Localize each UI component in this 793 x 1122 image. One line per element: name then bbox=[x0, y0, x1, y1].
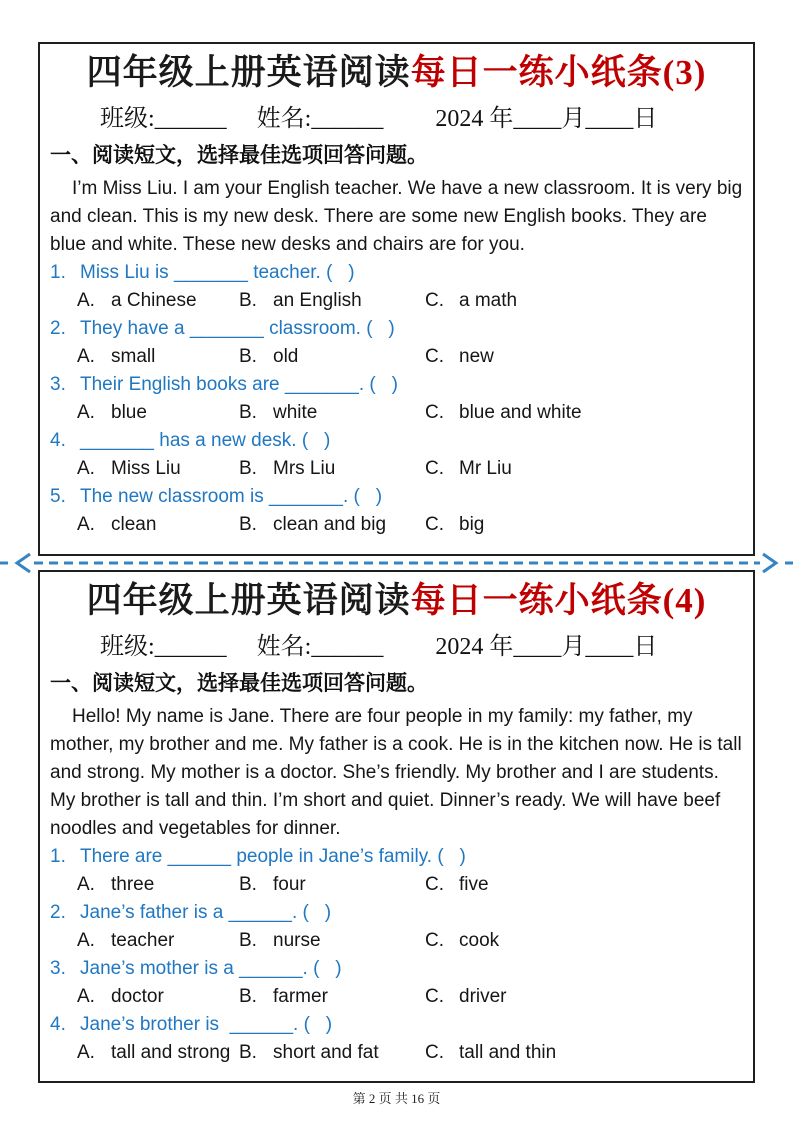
question-number: 2. bbox=[50, 902, 66, 923]
question-number: 4. bbox=[50, 430, 66, 451]
question-3 bbox=[50, 955, 743, 1011]
title-black-part: 四年级上册英语阅读 bbox=[86, 581, 411, 620]
section-heading: 一、阅读短文，选择最佳选项回答问题。 bbox=[50, 143, 428, 167]
question-number: 2. bbox=[50, 318, 66, 339]
option-b: B. clean and big bbox=[239, 514, 387, 535]
day-label: 日 bbox=[633, 634, 658, 660]
header-fields bbox=[50, 102, 743, 136]
option-a: A. a Chinese bbox=[77, 290, 197, 311]
option-a: A. small bbox=[77, 346, 156, 367]
question-number: 3. bbox=[50, 374, 66, 395]
question-prompt: 3. Their English books are _______. ( ) bbox=[50, 371, 743, 399]
name-blank: ______ bbox=[311, 106, 384, 132]
option-b: B. short and fat bbox=[239, 1042, 379, 1063]
worksheet-3 bbox=[38, 42, 755, 556]
scissors-arrow-left-icon bbox=[17, 554, 30, 572]
page-title bbox=[50, 49, 743, 97]
option-c: C. Mr Liu bbox=[425, 458, 512, 479]
question-1 bbox=[50, 843, 743, 899]
question-number: 3. bbox=[50, 958, 66, 979]
option-c: C. cook bbox=[425, 930, 500, 951]
option-a: A. Miss Liu bbox=[77, 458, 181, 479]
page-number-footer: 第 2 页 共 16 页 bbox=[352, 1091, 441, 1106]
option-b: B. an English bbox=[239, 290, 362, 311]
question-prompt: 5. The new classroom is _______. ( ) bbox=[50, 483, 743, 511]
question-3 bbox=[50, 371, 743, 427]
month-blank: ____ bbox=[513, 634, 562, 660]
question-options bbox=[50, 511, 743, 539]
question-4 bbox=[50, 427, 743, 483]
option-c: C. big bbox=[425, 514, 485, 535]
option-c: C. blue and white bbox=[425, 402, 582, 423]
scissors-arrow-right-icon bbox=[763, 554, 776, 572]
title-red-part: 每日一练小纸条(4) bbox=[410, 581, 707, 620]
name-label: 姓名: bbox=[256, 634, 312, 660]
section-heading: 一、阅读短文，选择最佳选项回答问题。 bbox=[50, 671, 428, 695]
header-fields bbox=[50, 630, 743, 664]
worksheet-4 bbox=[38, 570, 755, 1083]
question-5 bbox=[50, 483, 743, 539]
option-a: A. tall and strong bbox=[77, 1042, 231, 1063]
title-black-part: 四年级上册英语阅读 bbox=[86, 53, 411, 92]
option-b: B. farmer bbox=[239, 986, 328, 1007]
month-label: 月 bbox=[561, 634, 586, 660]
class-blank: ______ bbox=[154, 634, 227, 660]
option-b: B. white bbox=[239, 402, 318, 423]
option-b: B. nurse bbox=[239, 930, 321, 951]
option-a: A. teacher bbox=[77, 930, 175, 951]
page-title bbox=[50, 577, 743, 625]
day-label: 日 bbox=[633, 106, 658, 132]
name-label: 姓名: bbox=[256, 106, 312, 132]
question-number: 1. bbox=[50, 262, 66, 283]
question-options bbox=[50, 287, 743, 315]
option-a: A. doctor bbox=[77, 986, 164, 1007]
question-prompt: 2. Jane’s father is a ______. ( ) bbox=[50, 899, 743, 927]
date-year: 2024 年 bbox=[435, 634, 514, 660]
question-prompt: 4. _______ has a new desk. ( ) bbox=[50, 427, 743, 455]
question-prompt: 3. Jane’s mother is a ______. ( ) bbox=[50, 955, 743, 983]
question-2 bbox=[50, 315, 743, 371]
option-c: C. driver bbox=[425, 986, 507, 1007]
question-prompt: 4. Jane’s brother is ______. ( ) bbox=[50, 1011, 743, 1039]
question-options bbox=[50, 343, 743, 371]
question-number: 5. bbox=[50, 486, 66, 507]
class-blank: ______ bbox=[154, 106, 227, 132]
option-b: B. old bbox=[239, 346, 299, 367]
month-label: 月 bbox=[561, 106, 586, 132]
class-label: 班级: bbox=[100, 634, 155, 660]
month-blank: ____ bbox=[513, 106, 562, 132]
option-c: C. a math bbox=[425, 290, 518, 311]
option-c: C. five bbox=[425, 874, 489, 895]
reading-passage: Hello! My name is Jane. There are four people in my family: my father, my mother, my brother and me. My father is a cook. He is in the kitchen now. He is tall and strong. My mother is a doctor. She’s friendly. My brother and I are students. My brother is tall and thin. I’m short and quiet. Dinner’s ready. We will have beef noodles and vegetables for dinner. bbox=[50, 706, 742, 839]
day-blank: ____ bbox=[585, 106, 634, 132]
title-red-part: 每日一练小纸条(3) bbox=[410, 53, 707, 92]
question-options bbox=[50, 871, 743, 899]
class-label: 班级: bbox=[100, 106, 155, 132]
question-prompt: 1. Miss Liu is _______ teacher. ( ) bbox=[50, 259, 743, 287]
question-options bbox=[50, 1039, 743, 1067]
question-2 bbox=[50, 899, 743, 955]
reading-passage: I’m Miss Liu. I am your English teacher. We have a new classroom. It is very big and clean. This is my new desk. There are some new English books. They are blue and white. These new desks and chairs are for you. bbox=[50, 178, 743, 255]
option-b: B. four bbox=[239, 874, 306, 895]
option-b: B. Mrs Liu bbox=[239, 458, 336, 479]
question-options bbox=[50, 983, 743, 1011]
question-options bbox=[50, 927, 743, 955]
question-number: 1. bbox=[50, 846, 66, 867]
question-1 bbox=[50, 259, 743, 315]
date-year: 2024 年 bbox=[435, 106, 514, 132]
question-options bbox=[50, 455, 743, 483]
option-c: C. tall and thin bbox=[425, 1042, 557, 1063]
option-c: C. new bbox=[425, 346, 494, 367]
question-prompt: 2. They have a _______ classroom. ( ) bbox=[50, 315, 743, 343]
question-prompt: 1. There are ______ people in Jane’s family. ( ) bbox=[50, 843, 743, 871]
option-a: A. blue bbox=[77, 402, 147, 423]
day-blank: ____ bbox=[585, 634, 634, 660]
option-a: A. three bbox=[77, 874, 155, 895]
question-4 bbox=[50, 1011, 743, 1067]
question-number: 4. bbox=[50, 1014, 66, 1035]
question-options bbox=[50, 399, 743, 427]
option-a: A. clean bbox=[77, 514, 157, 535]
name-blank: ______ bbox=[311, 634, 384, 660]
